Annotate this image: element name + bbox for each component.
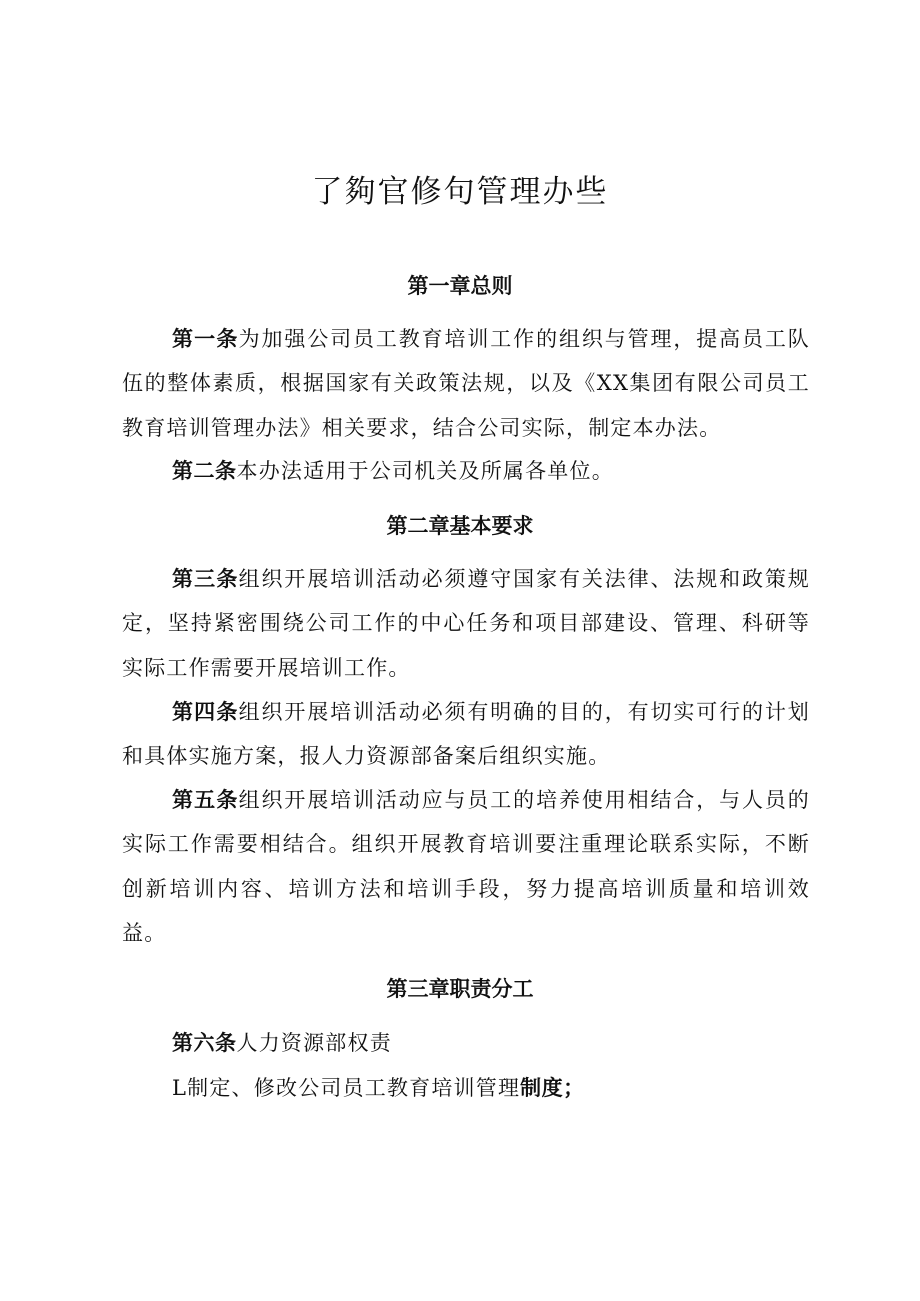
chapter-heading-1: 第一章总则 <box>407 274 513 298</box>
article-label: 第三条 <box>172 567 239 591</box>
article-text: 本办法适用于公司机关及所属各单位。 <box>236 459 614 483</box>
article-label: 第一条 <box>172 327 239 351</box>
article-4 <box>122 690 810 779</box>
article-text: 组织开展培训活动必须有明确的目的，有切实可行的计划和具体实施方案，报人力资源部备案后组织实施。 <box>122 700 811 769</box>
chapter-heading-3: 第三章职责分工 <box>386 977 534 1001</box>
list-item-bold-end: 制度； <box>520 1076 585 1100</box>
chapter-heading-2: 第二章基本要求 <box>386 514 534 538</box>
article-text: 人力资源部权责 <box>236 1031 392 1055</box>
article-label: 第四条 <box>172 700 239 724</box>
list-item-prefix: L <box>172 1076 188 1100</box>
article-text: 组织开展培训活动应与员工的培养使用相结合，与人员的实际工作需要相结合。组织开展教育培训要注重理论联系实际，不断创新培训内容、培训方法和培训手段，努力提高培训质量和培训效益。 <box>122 788 811 945</box>
list-item-1 <box>172 1072 585 1102</box>
article-5 <box>122 778 810 955</box>
document-title: 了夠官修句管理办些 <box>311 174 609 210</box>
article-2 <box>122 449 810 493</box>
list-item-text: 制定、修改公司员工教育培训管理 <box>187 1076 521 1100</box>
article-1 <box>122 317 810 450</box>
article-label: 第六条 <box>172 1031 237 1055</box>
article-label: 第五条 <box>172 788 239 812</box>
article-6 <box>172 1027 392 1057</box>
article-3 <box>122 557 810 690</box>
article-text: 组织开展培训活动必须遵守国家有关法律、法规和政策规定，坚持紧密围绕公司工作的中心任务和项目部建设、管理、科研等实际工作需要开展培训工作。 <box>122 567 811 680</box>
article-label: 第二条 <box>172 459 237 483</box>
article-text: 为加强公司员工教育培训工作的组织与管理，提高员工队伍的整体素质，根据国家有关政策法规，以及《XX集团有限公司员工教育培训管理办法》相关要求，结合公司实际，制定本办法。 <box>122 327 811 440</box>
